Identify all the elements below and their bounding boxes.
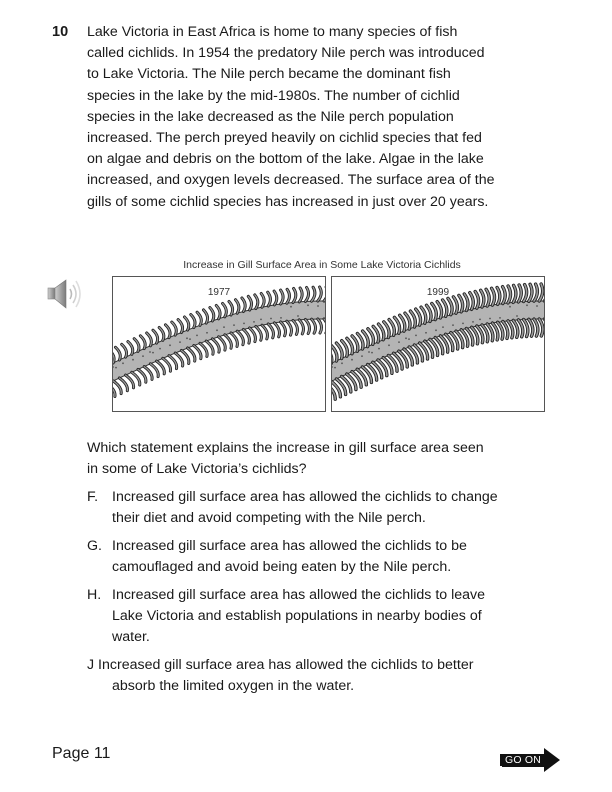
gill-texture-dot — [196, 335, 198, 337]
panel-year-label: 1977 — [207, 287, 231, 298]
gill-texture-dot — [479, 319, 481, 321]
gill-texture-dot — [206, 332, 208, 334]
page-number: Page 11 — [52, 745, 111, 762]
gill-texture-dot — [341, 362, 343, 364]
gill-texture-dot — [270, 318, 272, 320]
gill-texture-dot — [425, 332, 427, 334]
gill-texture-dot — [152, 352, 154, 354]
gill-texture-dot — [452, 324, 454, 326]
passage-line: gills of some cichlid species has increased in just over 20 years. — [87, 193, 489, 210]
gill-texture-dot — [149, 351, 151, 353]
choice-line: camouflaged and avoid being eaten by the Nile perch. — [112, 559, 452, 575]
gill-texture-dot — [233, 324, 235, 326]
passage-line: species in the lake decreased as the Nile perch population — [87, 108, 454, 125]
gill-texture-dot — [132, 359, 134, 361]
choice-line: Lake Victoria and establish populations in nearby bodies of — [112, 608, 482, 624]
answer-choice-h[interactable] — [87, 585, 557, 648]
gill-texture-dot — [378, 348, 380, 350]
choice-letter: G. — [87, 538, 102, 554]
answer-choice-g[interactable] — [87, 536, 557, 578]
choice-letter: F. — [87, 489, 99, 505]
go-on-label: GO ON — [502, 754, 544, 767]
answer-choice-j[interactable] — [87, 655, 557, 697]
question-number: 10 — [52, 24, 69, 40]
gill-panel-1999 — [331, 276, 545, 412]
choice-line: Increased gill surface area has allowed the cichlids to be — [112, 538, 467, 554]
gill-texture-dot — [243, 323, 245, 325]
gill-texture-dot — [290, 306, 292, 308]
choice-line: water. — [112, 629, 150, 645]
gill-texture-dot — [186, 337, 188, 339]
gill-panel-1977 — [112, 276, 326, 412]
gill-illustration — [332, 277, 544, 411]
gill-texture-dot — [122, 362, 124, 364]
gill-texture-dot — [159, 348, 161, 350]
choice-line: Increased gill surface area has allowed the cichlids to leave — [112, 587, 486, 603]
gill-texture-dot — [189, 338, 191, 340]
gill-texture-dot — [536, 305, 538, 307]
passage-line: increased. The perch preyed heavily on cichlid species that fed — [87, 130, 482, 147]
gill-texture-dot — [351, 359, 353, 361]
gill-texture-dot — [179, 341, 181, 343]
passage-line: species in the lake by the mid-1980s. The number of cichlid — [87, 87, 460, 104]
gill-texture-dot — [216, 329, 218, 331]
gill-texture-dot — [334, 367, 336, 369]
panel-year-label: 1999 — [426, 287, 450, 298]
gill-texture-dot — [435, 329, 437, 331]
choice-text — [87, 536, 557, 578]
question-passage — [87, 22, 557, 213]
passage-line: increased, and oxygen levels decreased. The surface area of the — [87, 172, 495, 189]
gill-texture-dot — [408, 338, 410, 340]
gill-texture-dot — [307, 304, 309, 306]
gill-texture-dot — [415, 335, 417, 337]
choice-line: absorb the limited oxygen in the water. — [112, 678, 355, 694]
choice-text — [87, 585, 557, 648]
gill-texture-dot — [462, 323, 464, 325]
gill-texture-dot — [142, 355, 144, 357]
choice-text — [87, 487, 557, 529]
gill-texture-dot — [405, 337, 407, 339]
prompt-line: Which statement explains the increase in gill surface area seen — [87, 440, 484, 456]
gill-texture-dot — [280, 317, 282, 319]
choice-text — [87, 655, 557, 697]
gill-texture-dot — [297, 315, 299, 317]
choice-letter: H. — [87, 587, 102, 603]
gill-texture-dot — [388, 344, 390, 346]
gill-texture-dot — [361, 355, 363, 357]
gill-texture-dot — [442, 326, 444, 328]
gill-texture-dot — [169, 344, 171, 346]
passage-line: to Lake Victoria. The Nile perch became the dominant fish — [87, 66, 451, 83]
choice-letter: J — [87, 657, 95, 673]
gill-texture-dot — [472, 321, 474, 323]
answer-choice-f[interactable] — [87, 487, 557, 529]
choice-line: their diet and avoid competing with the Nile perch. — [112, 510, 426, 526]
gill-texture-dot — [526, 304, 528, 306]
gill-texture-dot — [317, 305, 319, 307]
gill-texture-dot — [223, 326, 225, 328]
gill-texture-dot — [368, 351, 370, 353]
gill-texture-dot — [499, 317, 501, 319]
gill-illustration — [113, 277, 325, 411]
speaker-icon[interactable] — [44, 276, 86, 312]
gill-texture-dot — [516, 315, 518, 317]
gill-texture-dot — [509, 306, 511, 308]
choice-line: Increased gill surface area has allowed the cichlids to change — [112, 489, 498, 505]
gill-texture-dot — [371, 352, 373, 354]
question-prompt — [87, 438, 557, 480]
passage-line: called cichlids. In 1954 the predatory Nile perch was introduced — [87, 45, 485, 62]
choice-line: Increased gill surface area has allowed the cichlids to better — [98, 657, 474, 673]
passage-line: on algae and debris on the bottom of the lake. Algae in the lake — [87, 151, 484, 168]
gill-texture-dot — [489, 318, 491, 320]
passage-line: Lake Victoria in East Africa is home to many species of fish — [87, 24, 458, 40]
gill-texture-dot — [398, 341, 400, 343]
figure-title: Increase in Gill Surface Area in Some Lake Victoria Cichlids — [183, 259, 461, 271]
gill-texture-dot — [253, 321, 255, 323]
gill-texture-dot — [260, 319, 262, 321]
gill-texture-dot — [115, 367, 117, 369]
prompt-line: in some of Lake Victoria’s cichlids? — [87, 461, 307, 477]
